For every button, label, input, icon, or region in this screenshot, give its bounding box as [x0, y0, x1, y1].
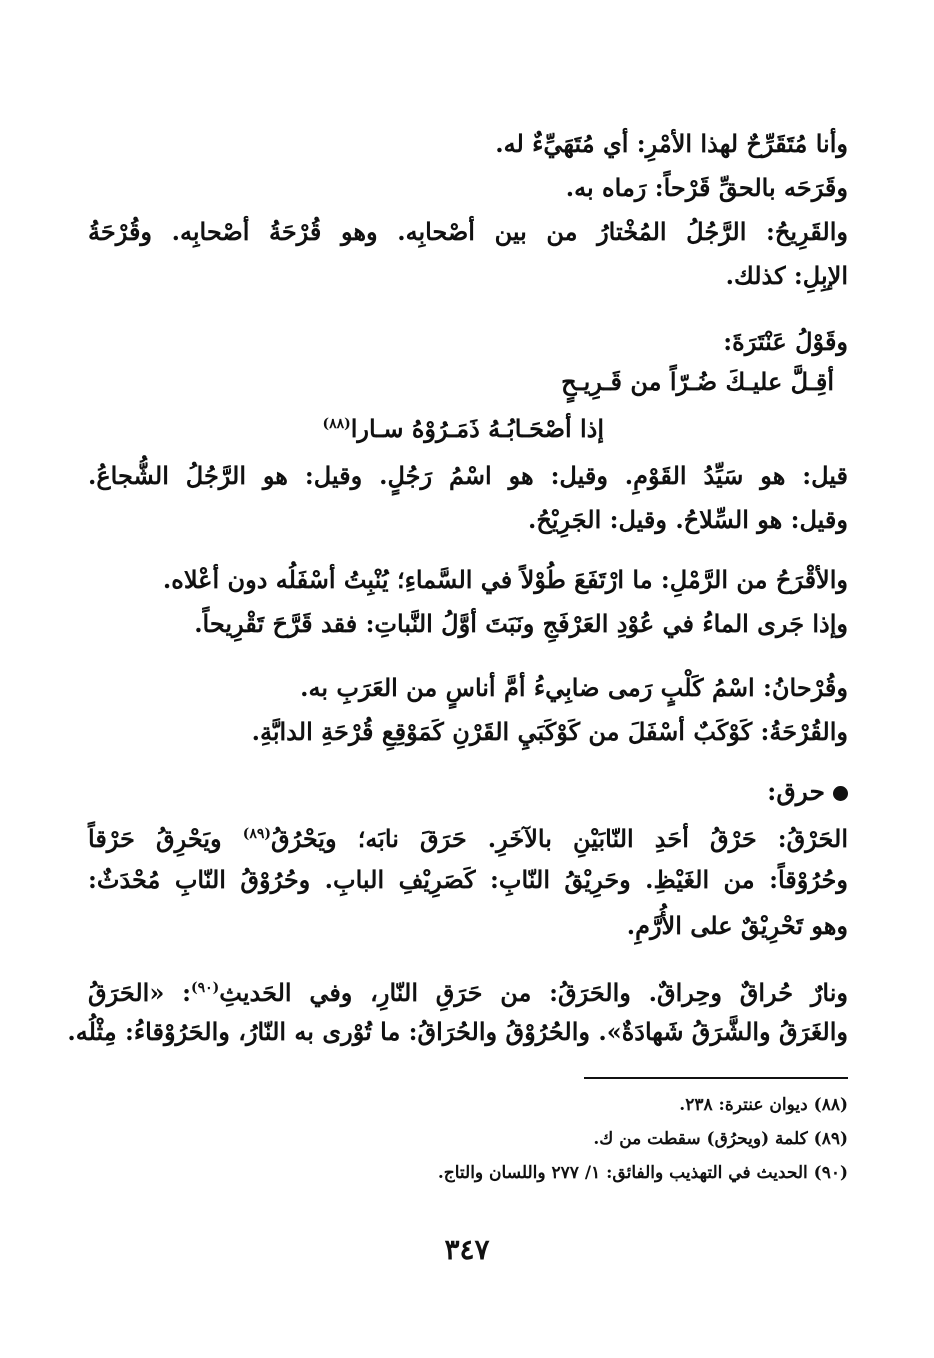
body-line: وأنا مُتَقَرِّحٌ لهذا الأمْرِ: أي مُتَهَيِّءٌ له. [495, 129, 848, 158]
body-line: وقيل: هو السِّلاحُ. وقيل: الجَرِيْحُ. [528, 505, 848, 534]
body-line: وقُرْحانُ: اسْمُ كَلْبٍ رَمى ضابِيءُ أمَّ أناسٍ من العَرَبِ به. [300, 673, 848, 702]
footnote: (٨٨) ديوان عنترة: ٢٣٨. [679, 1095, 848, 1115]
footnote-ref[interactable]: (٨٩) [242, 826, 271, 842]
page-number: ٣٤٧ [444, 1233, 490, 1266]
body-line [88, 968, 848, 1013]
body-text: الحَرْقُ: حَرْقُ أحَدِ النّابَيْنِ بالآخَرِ. حَرَقَ نابَه؛ ويَحْرُقُ [270, 824, 848, 853]
body-line: وقَوْلُ عَنْتَرَةَ: [723, 327, 848, 356]
body-line [88, 814, 848, 859]
verse-text: إذا أصْحَـابُـهُ ذَمَـرُوْهُ سـارا [350, 414, 604, 443]
verse-second-hemistich [184, 404, 604, 449]
body-line: وإذا جَرى الماءُ في عُوْدِ العَرْفَجِ ونَبَتَ أوَّلُ النَّباتِ: فقد قَرَّحَ تَقْرِيحاً. [194, 609, 848, 638]
body-line: قيل: هو سَيِّدُ القَوْمِ. وقيل: هو اسْمُ رَجُلٍ. وقيل: هو الرَّجُلُ الشُّجاعُ. [88, 461, 848, 490]
footnote-ref[interactable]: (٩٠) [190, 980, 220, 996]
entry-heading [88, 772, 848, 812]
bullet-icon [833, 786, 848, 801]
body-text: ويَحْرِقُ حَرْقاً [88, 824, 243, 853]
body-line: وحُرُوْقاً: من الغَيْظِ. وحَرِيْقُ النّابِ: كَصَرِيْفِ البابِ. وحُرُوْقُ النّابِ مُحْدَثٌ: [88, 865, 848, 894]
body-text: ونارٌ حُراقٌ وحِراقٌ. والحَرَقُ: من حَرَقِ النّارِ، وفي الحَديثِ [219, 978, 848, 1007]
body-line: والقُرْحَةُ: كَوْكَبٌ أسْفَلَ من كَوْكَبَيِ القَرْنِ كَمَوْقِعِ قُرْحَةِ الدابَّةِ. [251, 717, 848, 746]
entry-heading-text: حرق: [767, 777, 825, 806]
footnote: (٨٩) كلمة (ويحرُق) سقطت من ك. [593, 1129, 848, 1149]
body-line: والقَرِيحُ: الرَّجُلُ المُخْتارُ من بين أصْحابِه. وهو قُرْحَةُ أصْحابِه. وقُرْحَةُ [88, 217, 848, 246]
body-line: وهو تَحْرِيْقٌ على الأُرَّمِ. [626, 911, 848, 940]
verse-first-hemistich: أقِـلَّ عليـكَ ضُـرّاً من قَـرِيـحٍ [561, 367, 834, 396]
body-text: : «الحَرَقُ [88, 978, 191, 1007]
body-line: والأقْرَحُ من الرَّمْلِ: ما ارْتَفَعَ طُوْلاً في السَّماءِ؛ يُنْبِتُ أسْفَلُه دون أعْلاه. [162, 565, 848, 594]
footnote-divider [584, 1077, 848, 1079]
body-line: الإبِلِ: كذلك. [725, 261, 848, 290]
body-line: والغَرَقُ والشَّرَقُ شَهادَةٌ». والحُرُوْقُ والحُرَاقُ: ما تُوْرى به النّارُ، والحَرُوْقاءُ: مِثْلُه. [67, 1017, 848, 1046]
body-line: وقَرَحَه بالحقِّ قَرْحاً: رَماه به. [565, 173, 848, 202]
footnote-ref[interactable]: (٨٨) [322, 416, 351, 432]
footnote: (٩٠) الحديث في التهذيب والفائق: ١/ ٢٧٧ واللسان والتاج. [437, 1163, 848, 1183]
